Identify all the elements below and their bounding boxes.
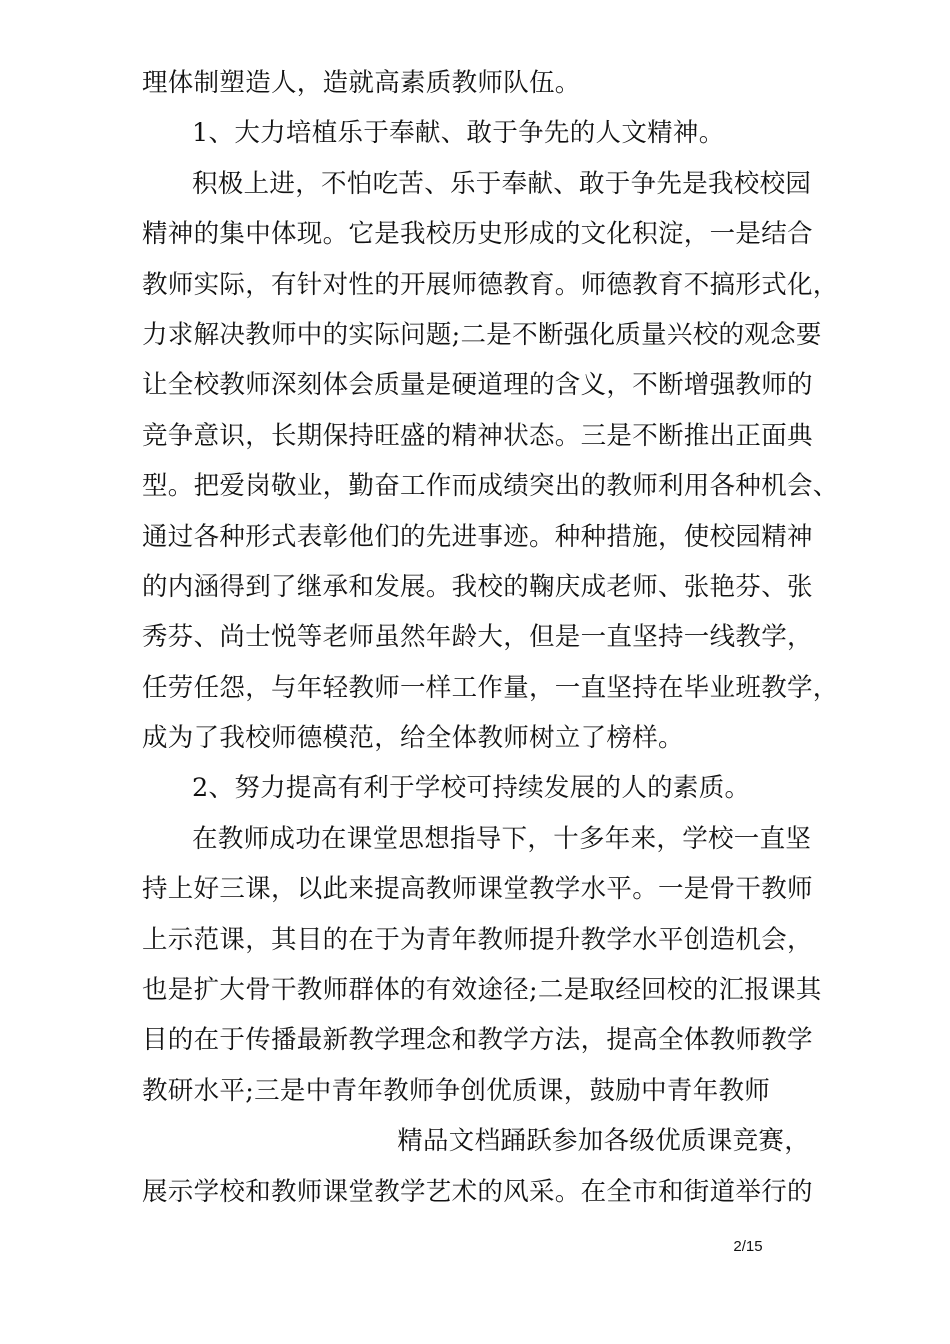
- text-line: 也是扩大骨干教师群体的有效途径;二是取经回校的汇报课其: [142, 975, 822, 1006]
- text-line: 目的在于传播最新教学理念和教学方法，提高全体教师教学: [142, 1025, 813, 1056]
- text-line: 精神的集中体现。它是我校历史形成的文化积淀，一是结合: [142, 219, 813, 250]
- text-line: 通过各种形式表彰他们的先进事迹。种种措施，使校园精神: [142, 521, 813, 552]
- text-line: 力求解决教师中的实际问题;二是不断强化质量兴校的观念要: [142, 319, 822, 350]
- text-line: 积极上进，不怕吃苦、乐于奉献、敢于争先是我校校园: [192, 168, 812, 199]
- text-line: 的内涵得到了继承和发展。我校的鞠庆成老师、张艳芬、张: [142, 571, 813, 602]
- text-line: 在教师成功在课堂思想指导下，十多年来，学校一直坚: [192, 823, 812, 854]
- text-line: 理体制塑造人，造就高素质教师队伍。: [142, 68, 581, 98]
- text-line: 秀芬、尚士悦等老师虽然年龄大，但是一直坚持一线教学，: [142, 622, 813, 653]
- text-line: 教研水平;三是中青年教师争创优质课，鼓励中青年教师: [142, 1075, 771, 1106]
- text-line: 展示学校和教师课堂教学艺术的风采。在全市和街道举行的: [142, 1176, 813, 1207]
- text-line: 任劳任怨，与年轻教师一样工作量，一直坚持在毕业班教学，: [142, 672, 839, 703]
- text-line: 让全校教师深刻体会质量是硬道理的含义，不断增强教师的: [142, 370, 813, 401]
- section-heading-1: 1、大力培植乐于奉献、敢于争先的人文精神。: [192, 118, 725, 149]
- section-heading-2: 2、努力提高有利于学校可持续发展的人的素质。: [192, 773, 751, 804]
- page-number: 2/15: [733, 1238, 763, 1255]
- text-line: 持上好三课，以此来提高教师课堂教学水平。一是骨干教师: [142, 874, 813, 905]
- text-line: 成为了我校师德模范，给全体教师树立了榜样。: [142, 723, 684, 754]
- text-line: 上示范课，其目的在于为青年教师提升教学水平创造机会，: [142, 924, 813, 955]
- body-text: [142, 58, 839, 1217]
- text-line: 精品文档踊跃参加各级优质课竞赛，: [397, 1126, 810, 1157]
- text-line: 教师实际，有针对性的开展师德教育。师德教育不搞形式化，: [142, 269, 839, 300]
- text-line: 型。把爱岗敬业，勤奋工作而成绩突出的教师利用各种机会、: [142, 471, 839, 502]
- text-line: 竞争意识，长期保持旺盛的精神状态。三是不断推出正面典: [142, 420, 813, 451]
